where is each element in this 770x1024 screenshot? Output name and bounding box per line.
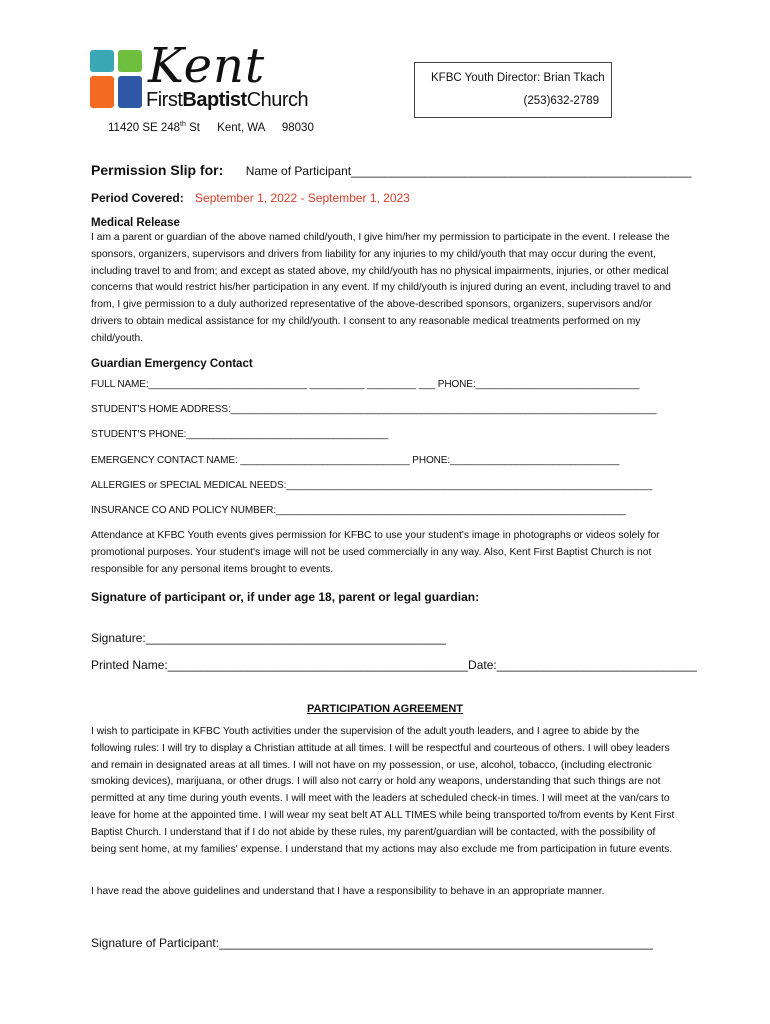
printed-name-date-field[interactable]: Printed Name:_____________________________________________Date:______________________________ [91,658,697,672]
church-logo [90,38,330,112]
home-address-field[interactable]: STUDENT'S HOME ADDRESS:______________________________________________________________________________ [91,404,657,415]
guardian-heading: Guardian Emergency Contact [91,358,253,370]
attendance-text: Attendance at KFBC Youth events gives permission for KFBC to use your student's image in photographs or videos solely for promotional purposes. Your student's image will not be used commercially in any way. Also, Kent First Baptist Church is not responsible for any personal items brought to events. [91,530,660,575]
youth-director: KFBC Youth Director: Brian Tkach [431,72,605,84]
allergies-field[interactable]: ALLERGIES or SPECIAL MEDICAL NEEDS:___________________________________________________________________ [91,480,653,491]
full-name-phone-field[interactable]: FULL NAME:_____________________________ __________ _________ ___ PHONE:______________________________ [91,379,640,390]
permission-slip-row [91,162,691,180]
contact-phone: (253)632-2789 [523,95,599,107]
logo-church-name: FirstBaptistChurch [146,89,309,111]
logo-square-orange [90,76,114,108]
period-value: September 1, 2022 - September 1, 2023 [195,191,410,205]
logo-square-blue [118,76,142,108]
contact-box [414,62,612,118]
emergency-contact-field[interactable]: EMERGENCY CONTACT NAME: _______________________________ PHONE:_______________________________ [91,455,620,466]
logo-square-green [118,50,142,72]
participant-name-field[interactable]: ___________________________________________________ [351,164,692,178]
period-row [91,191,410,205]
participant-name-label: Name of Participant [245,164,352,178]
insurance-field[interactable]: INSURANCE CO AND POLICY NUMBER:________________________________________________________________ [91,505,626,516]
student-phone-field[interactable]: STUDENT'S PHONE:_____________________________________ [91,429,389,440]
signature-heading: Signature of participant or, if under age 18, parent or legal guardian: [91,590,480,604]
permission-slip-label: Permission Slip for: [91,162,224,178]
agreement-text: I wish to participate in KFBC Youth activities under the supervision of the adult youth leaders, and I agree to abide by the following rules: I will try to display a Christian attitude at all times. I will be respectful and courteous of others. I will obey leaders and remain in designated areas at all times. I will not have on my possession, or use, alcohol, tobacco, (including electronic smoking devices), marijuana, or other drugs. I will also not carry or hold any weapons, understanding that such things are not permitted at any time during youth events. I will meet with the leaders at scheduled check-in times. I will meet at the van/cars to leave for home at the appointed time. I will wear my seat belt AT ALL TIMES while being transported to/from events by Kent First Baptist Church. I understand that if I do not abide by these rules, my parent/guardian will be contacted, with the possibility of being sent home, at my families' expense. I understand that my actions may also exclude me from participation in future events. [91,726,675,855]
medical-release-heading: Medical Release [91,217,180,229]
church-address: 11420 SE 248th St Kent, WA 98030 [108,121,314,134]
agreement-title: PARTICIPATION AGREEMENT [306,703,464,715]
agreement-acknowledgement: I have read the above guidelines and understand that I have a responsibility to behave in an appropriate manner. [91,886,605,897]
logo-wordmark: Kent [148,38,266,94]
participant-signature-field[interactable]: Signature of Participant:_________________________________________________________________ [91,936,653,950]
signature-field[interactable]: Signature:_____________________________________________ [91,631,447,645]
logo-square-teal [90,50,114,72]
medical-release-text: I am a parent or guardian of the above named child/youth, I give him/her my permission to participate in the event. I release the sponsors, organizers, supervisors and drivers from liability for any injuries to my child/youth that may occur during the event, including travel to and from; and except as stated above, my child/youth has no physical impairments, injuries, or other medical concerns that would restrict his/her participation in any event. If my child/youth is injured during an event, including travel to and from, I give permission to a duly authorized representative of the above-described sponsors, organizers, supervisors and/or drivers to obtain medical assistance for my child/youth. I consent to any reasonable medical treatments performed on my child/youth. [91,232,671,344]
period-label: Period Covered: [91,191,184,205]
